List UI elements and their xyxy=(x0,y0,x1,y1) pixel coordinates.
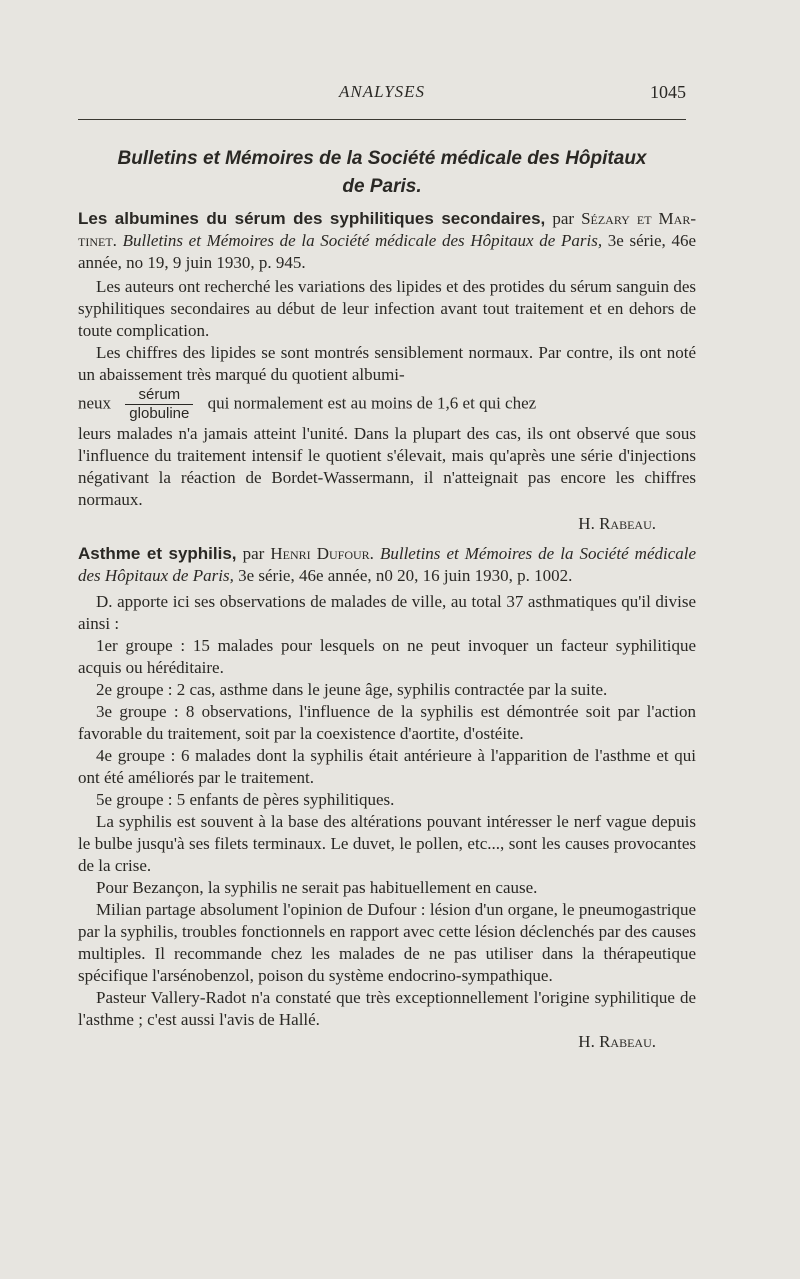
article-asthme xyxy=(78,543,696,1053)
fraction-line xyxy=(78,386,696,423)
paragraph: 4e groupe : 6 malades dont la syphilis était antérieure à l'apparition de l'asthme et qui ont été améliorés par le traitement. xyxy=(78,746,696,787)
paragraph: Les chiffres des lipides se sont montrés sensiblement normaux. Par contre, ils ont noté un abaissement très marqué du quotient albumi- xyxy=(78,343,696,384)
paragraph-fragment: qui normalement est au moins de 1,6 et qui chez xyxy=(207,393,537,413)
by-word: par xyxy=(552,209,575,228)
page-number: 1045 xyxy=(650,82,686,102)
article-authors: Henri Dufour. xyxy=(270,544,374,563)
fraction-numerator: sérum xyxy=(125,386,193,405)
paragraph: 1er groupe : 15 malades pour lesquels on ne peut invoquer un facteur syphilitique acquis ou héréditaire. xyxy=(78,636,696,677)
article-details: 3e série, 46e année, no 19, 9 juin 1930, p. 945. xyxy=(78,231,697,272)
paragraph: 3e groupe : 8 observations, l'influence de la syphilis est démontrée soit par l'action favorable du traitement, soit par la coexistence d'aortite, d'ostéite. xyxy=(78,702,696,743)
running-head xyxy=(78,80,686,106)
article-source: Bulletins et Mémoires de la Société médicale des Hôpitaux de Paris, xyxy=(122,231,603,250)
article-authors: Sézary et Mar-tinet. xyxy=(78,209,697,250)
article-heading xyxy=(78,208,696,274)
journal-title-line2: de Paris. xyxy=(342,176,422,197)
by-word: par xyxy=(242,544,265,563)
paragraph: Les auteurs ont recherché les variations des lipides et des protides du sérum sanguin des syphilitiques secondaires au début de leur infection avant tout traitement et en dehors de toute complication. xyxy=(78,277,696,340)
signature: H. Rabeau. xyxy=(578,1032,656,1051)
paragraph: Pasteur Vallery-Radot n'a constaté que très exceptionnellement l'origine syphilitique de l'asthme ; c'est aussi l'avis de Hallé. xyxy=(78,988,696,1029)
paragraph: Milian partage absolument l'opinion de Dufour : lésion d'un organe, le pneumogastrique par la syphilis, troubles fonctionnels en rapport avec cette lésion déclenchés par des causes multiples. Il recommande chez les malades de ne pas utiliser dans la thérapeutique spécifique l'arsénobenzol, poison du système endocrino-sympathique. xyxy=(78,900,696,985)
paragraph-fragment: neux xyxy=(78,393,112,413)
header-rule xyxy=(78,119,686,120)
article-title: Asthme et syphilis, xyxy=(78,544,237,563)
paragraph: Pour Bezançon, la syphilis ne serait pas habituellement en cause. xyxy=(96,878,538,897)
article-albumines xyxy=(78,208,696,535)
paragraph: 5e groupe : 5 enfants de pères syphilitiques. xyxy=(96,790,395,809)
article-heading xyxy=(78,543,696,587)
article-details: 3e série, 46e année, n0 20, 16 juin 1930, p. 1002. xyxy=(238,566,573,585)
journal-title-line1: Bulletins et Mémoires de la Société médicale des Hôpitaux xyxy=(117,148,647,169)
paragraph: D. apporte ici ses observations de malades de ville, au total 37 asthmatiques qu'il divise ainsi : xyxy=(78,592,696,633)
running-title: ANALYSES xyxy=(338,82,426,101)
article-source: Bulletins et Mémoires de la Société médicale des Hôpitaux de Paris, xyxy=(78,544,697,585)
albumin-quotient-fraction xyxy=(125,386,193,423)
paragraph: 2e groupe : 2 cas, asthme dans le jeune âge, syphilis contractée par la suite. xyxy=(96,680,608,699)
journal-title xyxy=(78,145,686,201)
paragraph: leurs malades n'a jamais atteint l'unité. Dans la plupart des cas, ils ont observé que sous l'influence du traitement intensif le quotient s'élevait, mais qu'après une série d'injections négativant la réaction de Bordet-Wassermann, il n'atteignait pas encore les chiffres normaux. xyxy=(78,424,696,509)
paragraph: La syphilis est souvent à la base des altérations pouvant intéresser le nerf vague depuis le bulbe jusqu'à ses filets terminaux. Le duvet, le pollen, etc..., sont les causes provocantes de la crise. xyxy=(78,812,696,875)
fraction-denominator: globuline xyxy=(129,405,190,422)
article-title: Les albumines du sérum des syphilitiques secondaires, xyxy=(78,209,546,228)
signature: H. Rabeau. xyxy=(578,514,656,533)
